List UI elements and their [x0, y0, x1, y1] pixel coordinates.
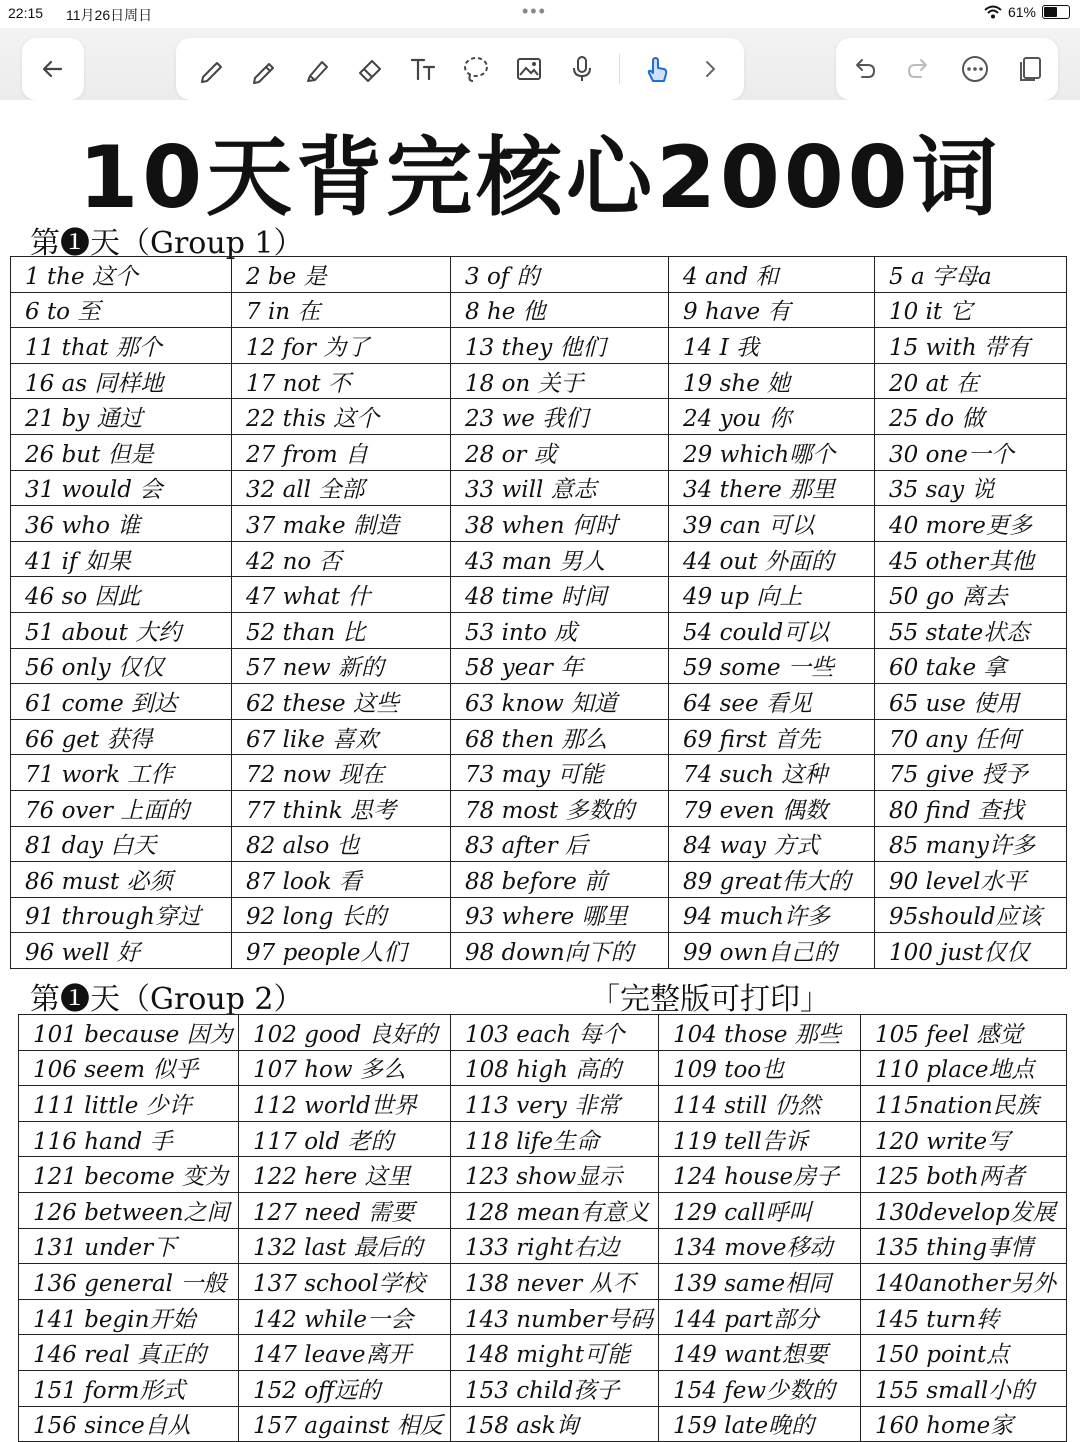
group1-heading: 第❶天（Group 1） [30, 226, 304, 261]
word-cell: 3 of 的 [451, 257, 669, 293]
word-cell: 90 level水平 [875, 862, 1067, 898]
undo-icon[interactable] [848, 53, 880, 85]
word-cell: 4 and 和 [669, 257, 875, 293]
word-cell: 146 real 真正的 [19, 1335, 239, 1371]
word-cell: 2 be 是 [232, 257, 451, 293]
tool-divider [619, 54, 620, 84]
marker-icon[interactable] [301, 53, 333, 85]
status-date: 11月26日周日 [66, 7, 153, 23]
word-cell: 8 he 他 [451, 292, 669, 328]
battery-percent: 61% [1007, 4, 1036, 20]
word-cell: 124 house房子 [659, 1157, 861, 1193]
word-cell: 126 between之间 [19, 1192, 239, 1228]
word-cell: 145 turn转 [861, 1299, 1067, 1335]
word-cell: 18 on 关于 [451, 363, 669, 399]
word-cell: 69 first 首先 [669, 719, 875, 755]
word-cell: 21 by 通过 [11, 399, 232, 435]
word-cell: 17 not 不 [232, 363, 451, 399]
table-row [11, 292, 1067, 328]
word-cell: 14 I 我 [669, 328, 875, 364]
word-cell: 40 more更多 [875, 506, 1067, 542]
table-row [11, 257, 1067, 293]
word-cell: 29 which哪个 [669, 434, 875, 470]
word-cell: 120 write写 [861, 1121, 1067, 1157]
word-cell: 111 little 少许 [19, 1086, 239, 1122]
word-cell: 97 people人们 [232, 933, 451, 969]
word-cell: 31 would 会 [11, 470, 232, 506]
word-cell: 104 those 那些 [659, 1015, 861, 1051]
word-cell: 48 time 时间 [451, 577, 669, 613]
group1-table [10, 256, 1067, 969]
table-row [11, 862, 1067, 898]
word-cell: 76 over 上面的 [11, 790, 232, 826]
word-cell: 137 school学校 [239, 1264, 451, 1300]
word-cell: 20 at 在 [875, 363, 1067, 399]
word-cell: 45 other其他 [875, 541, 1067, 577]
back-arrow-icon[interactable] [22, 38, 84, 100]
word-cell: 32 all 全部 [232, 470, 451, 506]
action-pill [836, 38, 1058, 100]
word-cell: 82 also 也 [232, 826, 451, 862]
status-bar [0, 0, 1080, 28]
back-pill [22, 38, 84, 100]
word-cell: 57 new 新的 [232, 648, 451, 684]
table-row [19, 1228, 1067, 1264]
wifi-icon [984, 5, 1002, 19]
word-cell: 79 even 偶数 [669, 790, 875, 826]
word-cell: 55 state状态 [875, 612, 1067, 648]
word-cell: 77 think 思考 [232, 790, 451, 826]
toolbar-area [0, 28, 1080, 100]
group2-heading: 第❶天（Group 2） [30, 982, 304, 1017]
table-row [19, 1157, 1067, 1193]
word-cell: 80 find 查找 [875, 790, 1067, 826]
word-cell: 88 before 前 [451, 862, 669, 898]
table-row [11, 790, 1067, 826]
table-row [19, 1406, 1067, 1442]
word-cell: 12 for 为了 [232, 328, 451, 364]
note-page [0, 100, 1080, 1440]
word-cell: 92 long 长的 [232, 897, 451, 933]
word-cell: 46 so 因此 [11, 577, 232, 613]
word-cell: 35 say 说 [875, 470, 1067, 506]
word-cell: 54 could可以 [669, 612, 875, 648]
word-cell: 109 too也 [659, 1050, 861, 1086]
word-cell: 141 begin开始 [19, 1299, 239, 1335]
word-cell: 72 now 现在 [232, 755, 451, 791]
word-cell: 10 it 它 [875, 292, 1067, 328]
table-row [19, 1121, 1067, 1157]
word-cell: 144 part部分 [659, 1299, 861, 1335]
table-row [11, 684, 1067, 720]
word-cell: 58 year 年 [451, 648, 669, 684]
word-cell: 125 both两者 [861, 1157, 1067, 1193]
pencil-icon[interactable] [248, 53, 280, 85]
word-cell: 117 old 老的 [239, 1121, 451, 1157]
table-row [11, 826, 1067, 862]
word-cell: 134 move移动 [659, 1228, 861, 1264]
word-cell: 24 you 你 [669, 399, 875, 435]
word-cell: 53 into 成 [451, 612, 669, 648]
table-row [11, 648, 1067, 684]
word-cell: 121 become 变为 [19, 1157, 239, 1193]
word-cell: 118 life生命 [451, 1121, 659, 1157]
word-cell: 81 day 白天 [11, 826, 232, 862]
word-cell: 7 in 在 [232, 292, 451, 328]
word-cell: 15 with 带有 [875, 328, 1067, 364]
image-icon[interactable] [513, 53, 545, 85]
word-cell: 129 call呼叫 [659, 1192, 861, 1228]
word-cell: 119 tell告诉 [659, 1121, 861, 1157]
word-cell: 148 might可能 [451, 1335, 659, 1371]
table-row [19, 1264, 1067, 1300]
word-cell: 39 can 可以 [669, 506, 875, 542]
word-cell: 95should应该 [875, 897, 1067, 933]
word-cell: 142 while一会 [239, 1299, 451, 1335]
word-cell: 85 many许多 [875, 826, 1067, 862]
word-cell: 123 show显示 [451, 1157, 659, 1193]
status-time: 22:15 [8, 5, 44, 21]
table-row [11, 363, 1067, 399]
word-cell: 108 high 高的 [451, 1050, 659, 1086]
word-cell: 135 thing事情 [861, 1228, 1067, 1264]
word-cell: 131 under下 [19, 1228, 239, 1264]
word-cell: 41 if 如果 [11, 541, 232, 577]
word-cell: 25 do 做 [875, 399, 1067, 435]
word-cell: 47 what 什 [232, 577, 451, 613]
word-cell: 9 have 有 [669, 292, 875, 328]
word-cell: 30 one一个 [875, 434, 1067, 470]
multitask-dots-icon[interactable]: ••• [522, 1, 547, 21]
battery-icon [1042, 5, 1070, 19]
word-cell: 140another另外 [861, 1264, 1067, 1300]
word-cell: 130develop发展 [861, 1192, 1067, 1228]
word-cell: 84 way 方式 [669, 826, 875, 862]
word-cell: 116 hand 手 [19, 1121, 239, 1157]
word-cell: 156 since自从 [19, 1406, 239, 1442]
word-cell: 66 get 获得 [11, 719, 232, 755]
word-cell: 63 know 知道 [451, 684, 669, 720]
word-cell: 38 when 何时 [451, 506, 669, 542]
group2-table [18, 1014, 1067, 1442]
word-cell: 42 no 否 [232, 541, 451, 577]
table-row [11, 328, 1067, 364]
word-cell: 70 any 任何 [875, 719, 1067, 755]
word-cell: 5 a 字母a [875, 257, 1067, 293]
table-row [19, 1370, 1067, 1406]
word-cell: 22 this 这个 [232, 399, 451, 435]
table-row [11, 933, 1067, 969]
word-cell: 147 leave离开 [239, 1335, 451, 1371]
table-row [11, 755, 1067, 791]
word-cell: 60 take 拿 [875, 648, 1067, 684]
word-cell: 61 come 到达 [11, 684, 232, 720]
word-cell: 50 go 离去 [875, 577, 1067, 613]
word-cell: 138 never 从不 [451, 1264, 659, 1300]
word-cell: 154 few少数的 [659, 1370, 861, 1406]
word-cell: 151 form形式 [19, 1370, 239, 1406]
word-cell: 34 there 那里 [669, 470, 875, 506]
word-cell: 75 give 授予 [875, 755, 1067, 791]
word-cell: 67 like 喜欢 [232, 719, 451, 755]
word-cell: 16 as 同样地 [11, 363, 232, 399]
word-cell: 33 will 意志 [451, 470, 669, 506]
word-cell: 102 good 良好的 [239, 1015, 451, 1051]
word-cell: 160 home家 [861, 1406, 1067, 1442]
word-cell: 26 but 但是 [11, 434, 232, 470]
table-row [19, 1299, 1067, 1335]
word-cell: 107 how 多么 [239, 1050, 451, 1086]
word-cell: 149 want想要 [659, 1335, 861, 1371]
word-cell: 28 or 或 [451, 434, 669, 470]
word-cell: 152 off远的 [239, 1370, 451, 1406]
word-cell: 59 some 一些 [669, 648, 875, 684]
table-row [11, 399, 1067, 435]
eraser-icon[interactable] [354, 53, 386, 85]
word-cell: 73 may 可能 [451, 755, 669, 791]
table-row [11, 577, 1067, 613]
word-cell: 101 because 因为 [19, 1015, 239, 1051]
word-cell: 87 look 看 [232, 862, 451, 898]
table-row [11, 719, 1067, 755]
word-cell: 6 to 至 [11, 292, 232, 328]
chevron-right-icon[interactable] [694, 53, 726, 85]
word-cell: 44 out 外面的 [669, 541, 875, 577]
table-row [19, 1050, 1067, 1086]
word-cell: 128 mean有意义 [451, 1192, 659, 1228]
pages-icon[interactable] [1014, 53, 1046, 85]
word-cell: 96 well 好 [11, 933, 232, 969]
more-icon[interactable] [959, 53, 991, 85]
table-row [11, 612, 1067, 648]
word-cell: 136 general 一般 [19, 1264, 239, 1300]
word-cell: 68 then 那么 [451, 719, 669, 755]
word-cell: 155 small小的 [861, 1370, 1067, 1406]
table-row [11, 506, 1067, 542]
word-cell: 56 only 仅仅 [11, 648, 232, 684]
word-cell: 105 feel 感觉 [861, 1015, 1067, 1051]
word-cell: 153 child孩子 [451, 1370, 659, 1406]
word-cell: 157 against 相反 [239, 1406, 451, 1442]
word-cell: 98 down向下的 [451, 933, 669, 969]
word-cell: 13 they 他们 [451, 328, 669, 364]
touch-hand-icon[interactable] [641, 53, 673, 85]
word-cell: 78 most 多数的 [451, 790, 669, 826]
word-cell: 122 here 这里 [239, 1157, 451, 1193]
redo-icon[interactable] [903, 53, 935, 85]
word-cell: 23 we 我们 [451, 399, 669, 435]
word-cell: 51 about 大约 [11, 612, 232, 648]
microphone-icon[interactable] [566, 53, 598, 85]
table-row [11, 434, 1067, 470]
word-cell: 52 than 比 [232, 612, 451, 648]
word-cell: 115nation民族 [861, 1086, 1067, 1122]
text-icon[interactable] [407, 53, 439, 85]
word-cell: 139 same相同 [659, 1264, 861, 1300]
word-cell: 86 must 必须 [11, 862, 232, 898]
word-cell: 65 use 使用 [875, 684, 1067, 720]
table-row [11, 470, 1067, 506]
word-cell: 43 man 男人 [451, 541, 669, 577]
print-note: 「完整版可打印」 [590, 982, 830, 1017]
word-cell: 91 through穿过 [11, 897, 232, 933]
word-cell: 106 seem 似乎 [19, 1050, 239, 1086]
word-cell: 112 world世界 [239, 1086, 451, 1122]
word-cell: 37 make 制造 [232, 506, 451, 542]
table-row [19, 1192, 1067, 1228]
word-cell: 74 such 这种 [669, 755, 875, 791]
word-cell: 133 right右边 [451, 1228, 659, 1264]
word-cell: 150 point点 [861, 1335, 1067, 1371]
word-cell: 103 each 每个 [451, 1015, 659, 1051]
table-row [11, 541, 1067, 577]
word-cell: 1 the 这个 [11, 257, 232, 293]
word-cell: 143 number号码 [451, 1299, 659, 1335]
status-right [984, 4, 1070, 20]
word-cell: 114 still 仍然 [659, 1086, 861, 1122]
word-cell: 110 place地点 [861, 1050, 1067, 1086]
word-cell: 19 she 她 [669, 363, 875, 399]
word-cell: 27 from 自 [232, 434, 451, 470]
table-row [19, 1086, 1067, 1122]
word-cell: 11 that 那个 [11, 328, 232, 364]
pen-icon[interactable] [195, 53, 227, 85]
table-row [19, 1335, 1067, 1371]
word-cell: 94 much许多 [669, 897, 875, 933]
lasso-icon[interactable] [460, 53, 492, 85]
tool-pill [176, 38, 744, 100]
word-cell: 99 own自己的 [669, 933, 875, 969]
word-cell: 159 late晚的 [659, 1406, 861, 1442]
table-row [19, 1015, 1067, 1051]
word-cell: 93 where 哪里 [451, 897, 669, 933]
word-cell: 158 ask询 [451, 1406, 659, 1442]
word-cell: 36 who 谁 [11, 506, 232, 542]
word-cell: 64 see 看见 [669, 684, 875, 720]
word-cell: 89 great伟大的 [669, 862, 875, 898]
word-cell: 49 up 向上 [669, 577, 875, 613]
word-cell: 127 need 需要 [239, 1192, 451, 1228]
word-cell: 100 just仅仅 [875, 933, 1067, 969]
word-cell: 83 after 后 [451, 826, 669, 862]
word-cell: 113 very 非常 [451, 1086, 659, 1122]
word-cell: 71 work 工作 [11, 755, 232, 791]
word-cell: 62 these 这些 [232, 684, 451, 720]
page-title: 10天背完核心2000词 [78, 128, 1002, 228]
word-cell: 132 last 最后的 [239, 1228, 451, 1264]
table-row [11, 897, 1067, 933]
